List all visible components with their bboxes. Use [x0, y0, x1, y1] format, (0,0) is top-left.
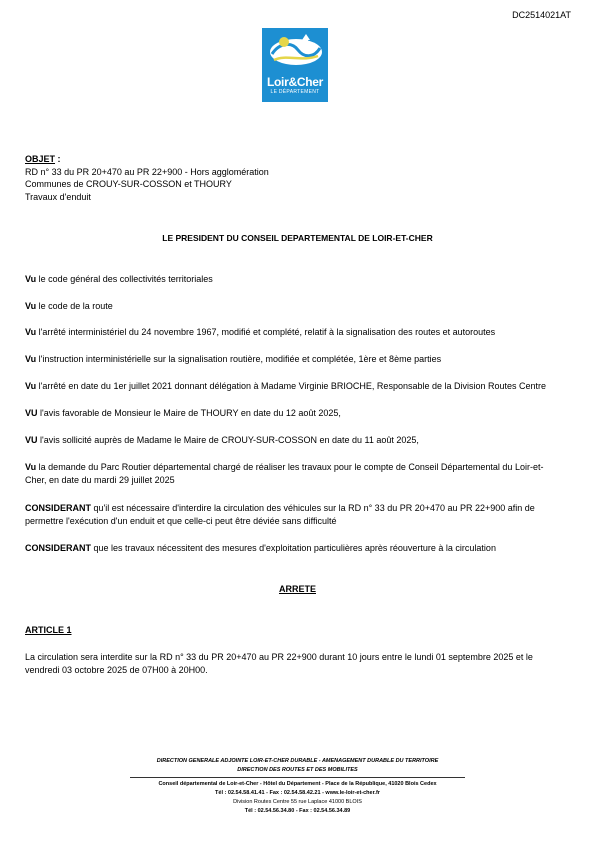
- visa-text: le code de la route: [36, 301, 113, 311]
- visa-keyword: Vu: [25, 354, 37, 364]
- visa-keyword: Vu: [25, 462, 37, 472]
- visa-keyword: Vu: [25, 274, 37, 284]
- considerant-text: qu'il est nécessaire d'interdire la circulation des véhicules sur la RD n° 33 du PR 20+470 au PR 22+900 afin de permettre l'exécution d'un enduit et que celle-ci peut être déviée sans difficulté: [25, 503, 535, 526]
- visa-text: l'avis sollicité auprès de Madame le Maire de CROUY-SUR-COSSON en date du 11 août 2025,: [37, 435, 419, 445]
- arrete-heading: ARRETE: [278, 584, 316, 594]
- visa-keyword: VU: [25, 408, 38, 418]
- footer-direction-routes: DIRECTION DES ROUTES ET DES MOBILITES: [237, 767, 358, 773]
- visa-keyword: Vu: [25, 327, 37, 337]
- visa-item: [25, 353, 560, 366]
- logo-subtext: LE DÉPARTEMENT: [270, 89, 320, 95]
- footer-contact: Tél : 02.54.58.41.41 - Fax : 02.54.58.42.21 - www.le-loir-et-cher.fr: [215, 790, 380, 796]
- objet-line: Travaux d'enduit: [25, 191, 91, 202]
- visa-keyword: VU: [25, 435, 38, 445]
- footer: [60, 757, 535, 816]
- objet-line: Communes de CROUY-SUR-COSSON et THOURY: [25, 179, 232, 189]
- considerant-item: [25, 542, 560, 555]
- considerant-item: [25, 502, 560, 528]
- visa-text: l'arrêté en date du 1er juillet 2021 donnant délégation à Madame Virginie BRIOCHE, Responsable de la Division Routes Centre: [36, 381, 547, 391]
- footer-direction-generale: DIRECTION GENERALE ADJOINTE LOIR-ET-CHER DURABLE - AMENAGEMENT DURABLE DU TERRITOIRE: [156, 758, 439, 764]
- visa-text: l'avis favorable de Monsieur le Maire de THOURY en date du 12 août 2025,: [37, 408, 341, 418]
- visa-item: [25, 434, 560, 447]
- objet-line: RD n° 33 du PR 20+470 au PR 22+900 - Hors agglomération: [25, 166, 269, 177]
- landscape-emblem-icon: [262, 28, 328, 74]
- loir-et-cher-logo: [262, 28, 328, 102]
- footer-address: Conseil départemental de Loir-et-Cher - Hôtel du Département - Place de la République, 41020 Blois Cedex: [158, 781, 437, 787]
- logo-text: Loir&Cher: [267, 75, 323, 89]
- visa-text: l'instruction interministérielle sur la signalisation routière, modifiée et complétée, 1ère et 8ème parties: [36, 354, 442, 364]
- visa-item: [25, 461, 560, 487]
- visa-keyword: Vu: [25, 301, 37, 311]
- visa-text: le code général des collectivités territoriales: [36, 274, 213, 284]
- visa-item: [25, 326, 560, 339]
- article-1-text: La circulation sera interdite sur la RD n° 33 du PR 20+470 au PR 22+900 durant 10 jours entre le lundi 01 septembre 2025 et le vendredi 03 octobre 2025 de 07H00 à 20H00.: [25, 652, 533, 675]
- visa-item: [25, 300, 560, 313]
- footer-division-address: Division Routes Centre 55 rue Laplace 41000 BLOIS: [233, 799, 362, 805]
- president-title: LE PRESIDENT DU CONSEIL DEPARTEMENTAL DE LOIR-ET-CHER: [162, 233, 433, 243]
- visa-item: [25, 380, 560, 393]
- visa-item: [25, 407, 560, 420]
- article-1-title: ARTICLE 1: [25, 625, 72, 635]
- considerant-keyword: CONSIDERANT: [25, 543, 92, 553]
- objet-block: OBJET : RD n° 33 du PR 20+470 au PR 22+900 - Hors agglomération Communes de CROUY-SUR-COSSON et THOURY Travaux d'enduit: [25, 154, 269, 202]
- visa-text: la demande du Parc Routier départemental chargé de réaliser les travaux pour le compte de Conseil Départemental du Loir-et-Cher, en date du mardi 29 juillet 2025: [25, 462, 544, 485]
- document-reference: DC2514021AT: [512, 10, 571, 20]
- objet-label: OBJET: [25, 154, 56, 164]
- considerant-keyword: CONSIDERANT: [25, 503, 92, 513]
- visa-text: l'arrêté interministériel du 24 novembre 1967, modifié et complété, relatif à la signalisation des routes et autoroutes: [36, 327, 496, 337]
- footer-divider: [130, 777, 465, 778]
- footer-division-contact: Tél : 02.54.56.34.80 - Fax : 02.54.56.34.89: [244, 808, 351, 814]
- considerant-text: que les travaux nécessitent des mesures d'exploitation particulières après réouverture à la circulation: [91, 543, 496, 553]
- visa-keyword: Vu: [25, 381, 37, 391]
- visa-item: [25, 273, 560, 286]
